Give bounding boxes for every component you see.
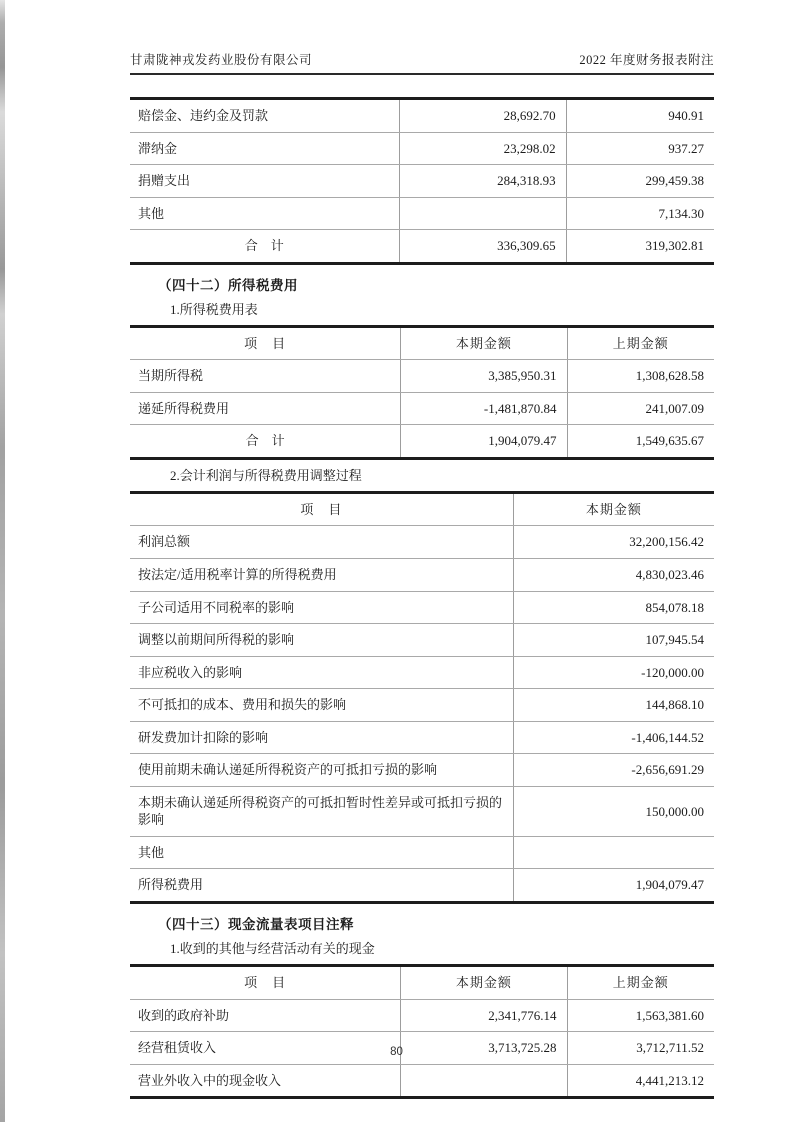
table-row	[130, 392, 714, 425]
item-label: 所得税费用	[130, 869, 513, 903]
table-row	[130, 689, 714, 722]
document-header	[130, 50, 714, 75]
amount-value: 1,904,079.47	[513, 869, 714, 903]
amount-value: 4,441,213.12	[567, 1064, 714, 1098]
table-row	[130, 721, 714, 754]
amount-value: -1,406,144.52	[513, 721, 714, 754]
amount-value: 144,868.10	[513, 689, 714, 722]
amount-value: 1,563,381.60	[567, 999, 714, 1032]
item-label: 赔偿金、违约金及罚款	[130, 99, 399, 133]
item-label: 经营租赁收入	[130, 1032, 401, 1065]
table-row	[130, 999, 714, 1032]
amount-value: 7,134.30	[566, 197, 714, 230]
amount-value	[401, 1064, 567, 1098]
table-row	[130, 360, 714, 393]
tax-reconciliation-table	[130, 491, 714, 904]
item-label: 滞纳金	[130, 132, 399, 165]
amount-value: 299,459.38	[566, 165, 714, 198]
table-row	[130, 132, 714, 165]
amount-value: 1,308,628.58	[567, 360, 714, 393]
column-header: 项 目	[130, 492, 513, 526]
table-row	[130, 869, 714, 903]
section-42-item-1: 1.所得税费用表	[170, 301, 258, 317]
table-row	[130, 656, 714, 689]
item-label: 合 计	[130, 425, 401, 459]
amount-value: 3,385,950.31	[401, 360, 567, 393]
item-label: 利润总额	[130, 526, 513, 559]
amount-value	[399, 197, 566, 230]
income-tax-expense-table	[130, 325, 714, 460]
amount-value: 28,692.70	[399, 99, 566, 133]
table-row	[130, 197, 714, 230]
amount-value	[513, 836, 714, 869]
non-operating-expense-table	[130, 97, 714, 265]
header-row	[130, 966, 714, 1000]
table-row	[130, 99, 714, 133]
amount-value: 32,200,156.42	[513, 526, 714, 559]
section-43-title: （四十三）现金流量表项目注释	[158, 917, 354, 933]
table-row	[130, 591, 714, 624]
amount-value: 23,298.02	[399, 132, 566, 165]
column-header: 本期金额	[401, 326, 567, 360]
item-label: 不可抵扣的成本、费用和损失的影响	[130, 689, 513, 722]
amount-value: 319,302.81	[566, 230, 714, 264]
amount-value: 3,713,725.28	[401, 1032, 567, 1065]
item-label: 按法定/适用税率计算的所得税费用	[130, 559, 513, 592]
table-row	[130, 230, 714, 264]
cash-received-table	[130, 964, 714, 1099]
amount-value: -120,000.00	[513, 656, 714, 689]
item-label: 捐赠支出	[130, 165, 399, 198]
item-label: 本期未确认递延所得税资产的可抵扣暂时性差异或可抵扣亏损的影响	[130, 786, 513, 836]
column-header: 上期金额	[567, 966, 714, 1000]
item-label: 调整以前期间所得税的影响	[130, 624, 513, 657]
amount-value: 284,318.93	[399, 165, 566, 198]
item-label: 递延所得税费用	[130, 392, 401, 425]
amount-value: -2,656,691.29	[513, 754, 714, 787]
amount-value: 336,309.65	[399, 230, 566, 264]
amount-value: 107,945.54	[513, 624, 714, 657]
amount-value: -1,481,870.84	[401, 392, 567, 425]
column-header: 本期金额	[401, 966, 567, 1000]
page-number: 80	[390, 1046, 403, 1058]
table-row	[130, 559, 714, 592]
column-header: 项 目	[130, 326, 401, 360]
item-label: 收到的政府补助	[130, 999, 401, 1032]
item-label: 合 计	[130, 230, 399, 264]
amount-value: 937.27	[566, 132, 714, 165]
amount-value: 241,007.09	[567, 392, 714, 425]
table-row	[130, 526, 714, 559]
table-row	[130, 836, 714, 869]
column-header: 项 目	[130, 966, 401, 1000]
item-label: 研发费加计扣除的影响	[130, 721, 513, 754]
page-content	[130, 50, 714, 1099]
item-label: 子公司适用不同税率的影响	[130, 591, 513, 624]
column-header: 本期金额	[513, 492, 714, 526]
report-title: 2022 年度财务报表附注	[579, 53, 714, 67]
amount-value: 940.91	[566, 99, 714, 133]
company-name: 甘肃陇神戎发药业股份有限公司	[130, 53, 313, 67]
amount-value: 2,341,776.14	[401, 999, 567, 1032]
header-row	[130, 326, 714, 360]
scan-edge-artifact	[0, 0, 5, 1122]
table-row	[130, 624, 714, 657]
amount-value: 150,000.00	[513, 786, 714, 836]
item-label: 使用前期未确认递延所得税资产的可抵扣亏损的影响	[130, 754, 513, 787]
table-row	[130, 1064, 714, 1098]
header-row	[130, 492, 714, 526]
item-label: 营业外收入中的现金收入	[130, 1064, 401, 1098]
item-label: 当期所得税	[130, 360, 401, 393]
section-43-item-1: 1.收到的其他与经营活动有关的现金	[170, 941, 375, 957]
amount-value: 854,078.18	[513, 591, 714, 624]
column-header: 上期金额	[567, 326, 714, 360]
amount-value: 3,712,711.52	[567, 1032, 714, 1065]
table-row	[130, 165, 714, 198]
table-row	[130, 425, 714, 459]
table-row	[130, 786, 714, 836]
section-42-item-2: 2.会计利润与所得税费用调整过程	[170, 467, 362, 483]
item-label: 其他	[130, 836, 513, 869]
item-label: 其他	[130, 197, 399, 230]
amount-value: 4,830,023.46	[513, 559, 714, 592]
item-label: 非应税收入的影响	[130, 656, 513, 689]
table-row	[130, 754, 714, 787]
amount-value: 1,904,079.47	[401, 425, 567, 459]
section-42-title: （四十二）所得税费用	[158, 277, 298, 293]
amount-value: 1,549,635.67	[567, 425, 714, 459]
